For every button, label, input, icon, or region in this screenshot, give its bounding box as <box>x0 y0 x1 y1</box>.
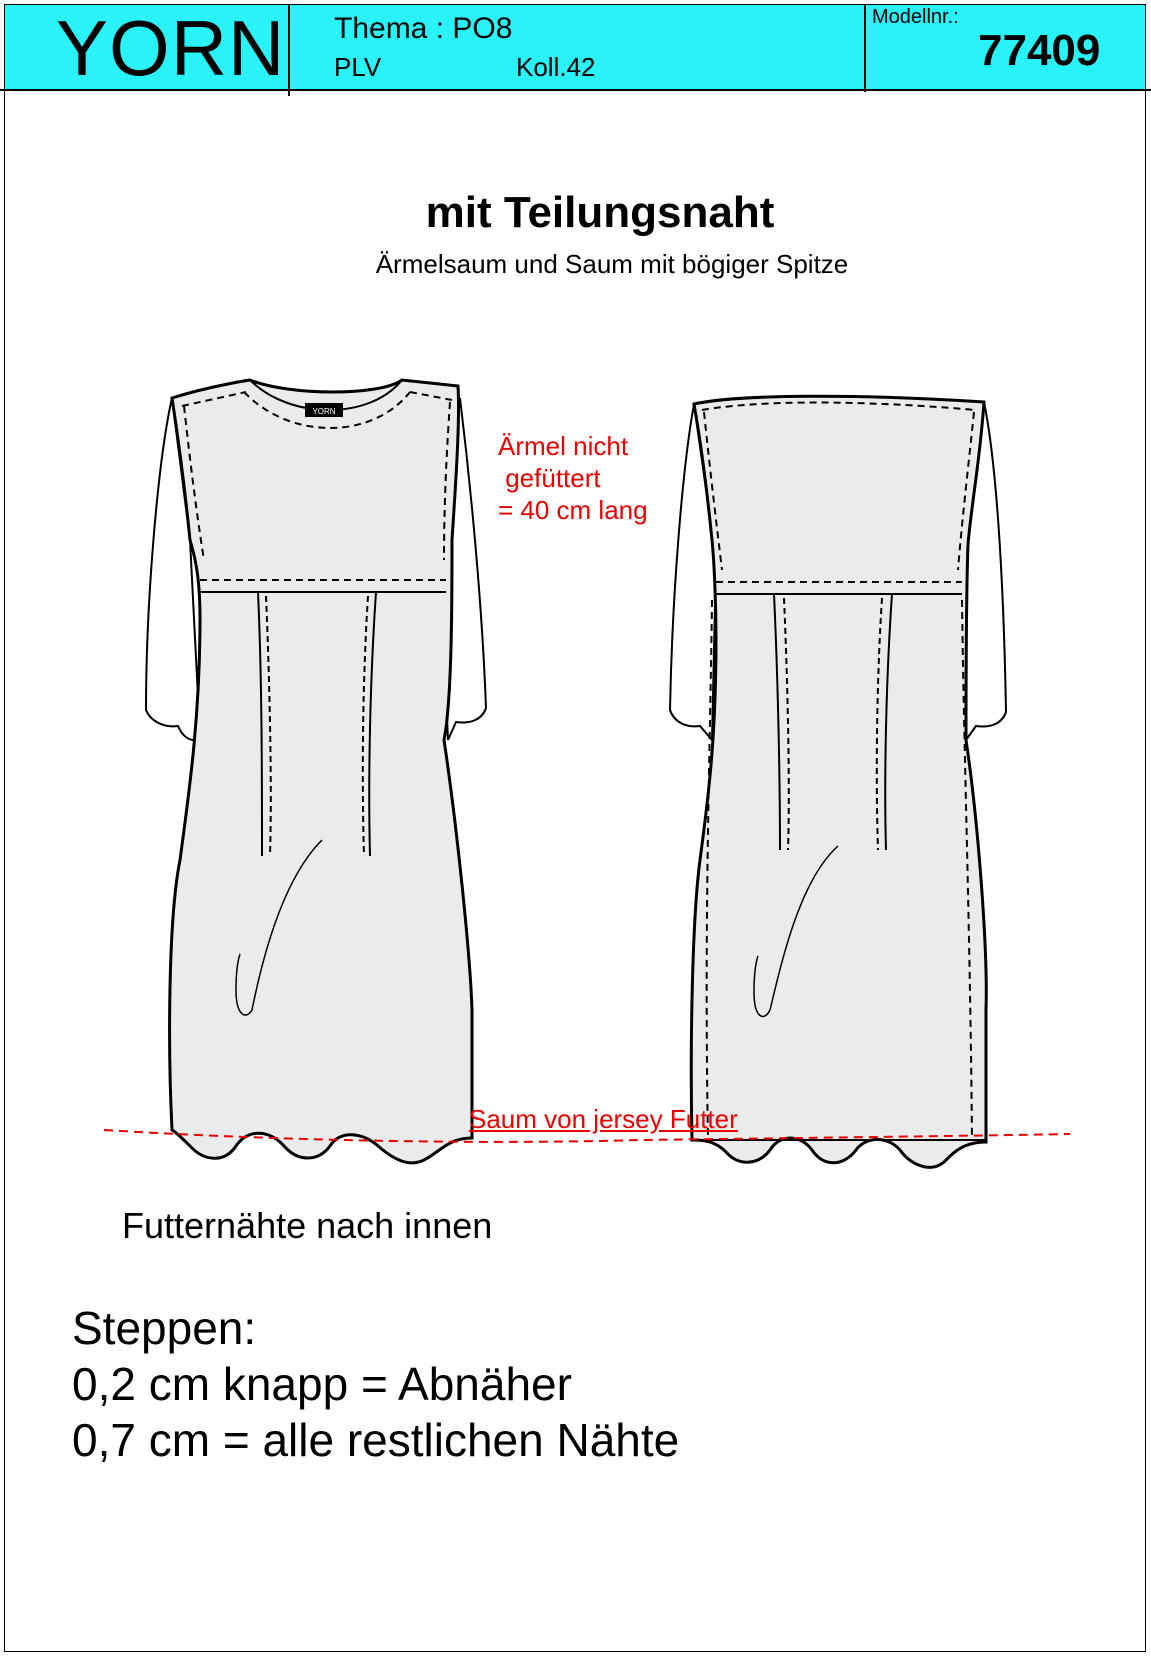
hem-note: Saum von jersey Futter <box>469 1104 738 1134</box>
back-view <box>670 396 1006 1167</box>
collection-label: Koll.42 <box>516 52 596 82</box>
sleeve-note-line: Ärmel nicht <box>498 431 629 461</box>
page-title: mit Teilungsnaht <box>425 188 775 237</box>
plv-label: PLV <box>334 52 382 82</box>
model-number-label: Modellnr.: <box>872 6 959 28</box>
stitching-line: 0,2 cm knapp = Abnäher <box>72 1358 572 1410</box>
back-dress-body <box>691 396 986 1167</box>
front-view <box>146 380 486 1163</box>
sleeve-note-line: gefüttert <box>498 463 601 493</box>
front-brand-label-text: YORN <box>312 407 336 416</box>
front-dress-body <box>170 380 472 1163</box>
lining-note: Futternähte nach innen <box>122 1205 493 1246</box>
stitching-instructions <box>72 1300 679 1468</box>
model-number: 77409 <box>978 26 1101 75</box>
brand-name: YORN <box>56 4 286 92</box>
sleeve-note <box>498 430 648 526</box>
page-subtitle: Ärmelsaum und Saum mit bögiger Spitze <box>375 249 849 279</box>
stitching-heading: Steppen: <box>72 1302 257 1354</box>
sleeve-note-line: = 40 cm lang <box>498 495 648 525</box>
thema-label: Thema : PO8 <box>334 12 513 45</box>
stitching-line: 0,7 cm = alle restlichen Nähte <box>72 1414 680 1466</box>
